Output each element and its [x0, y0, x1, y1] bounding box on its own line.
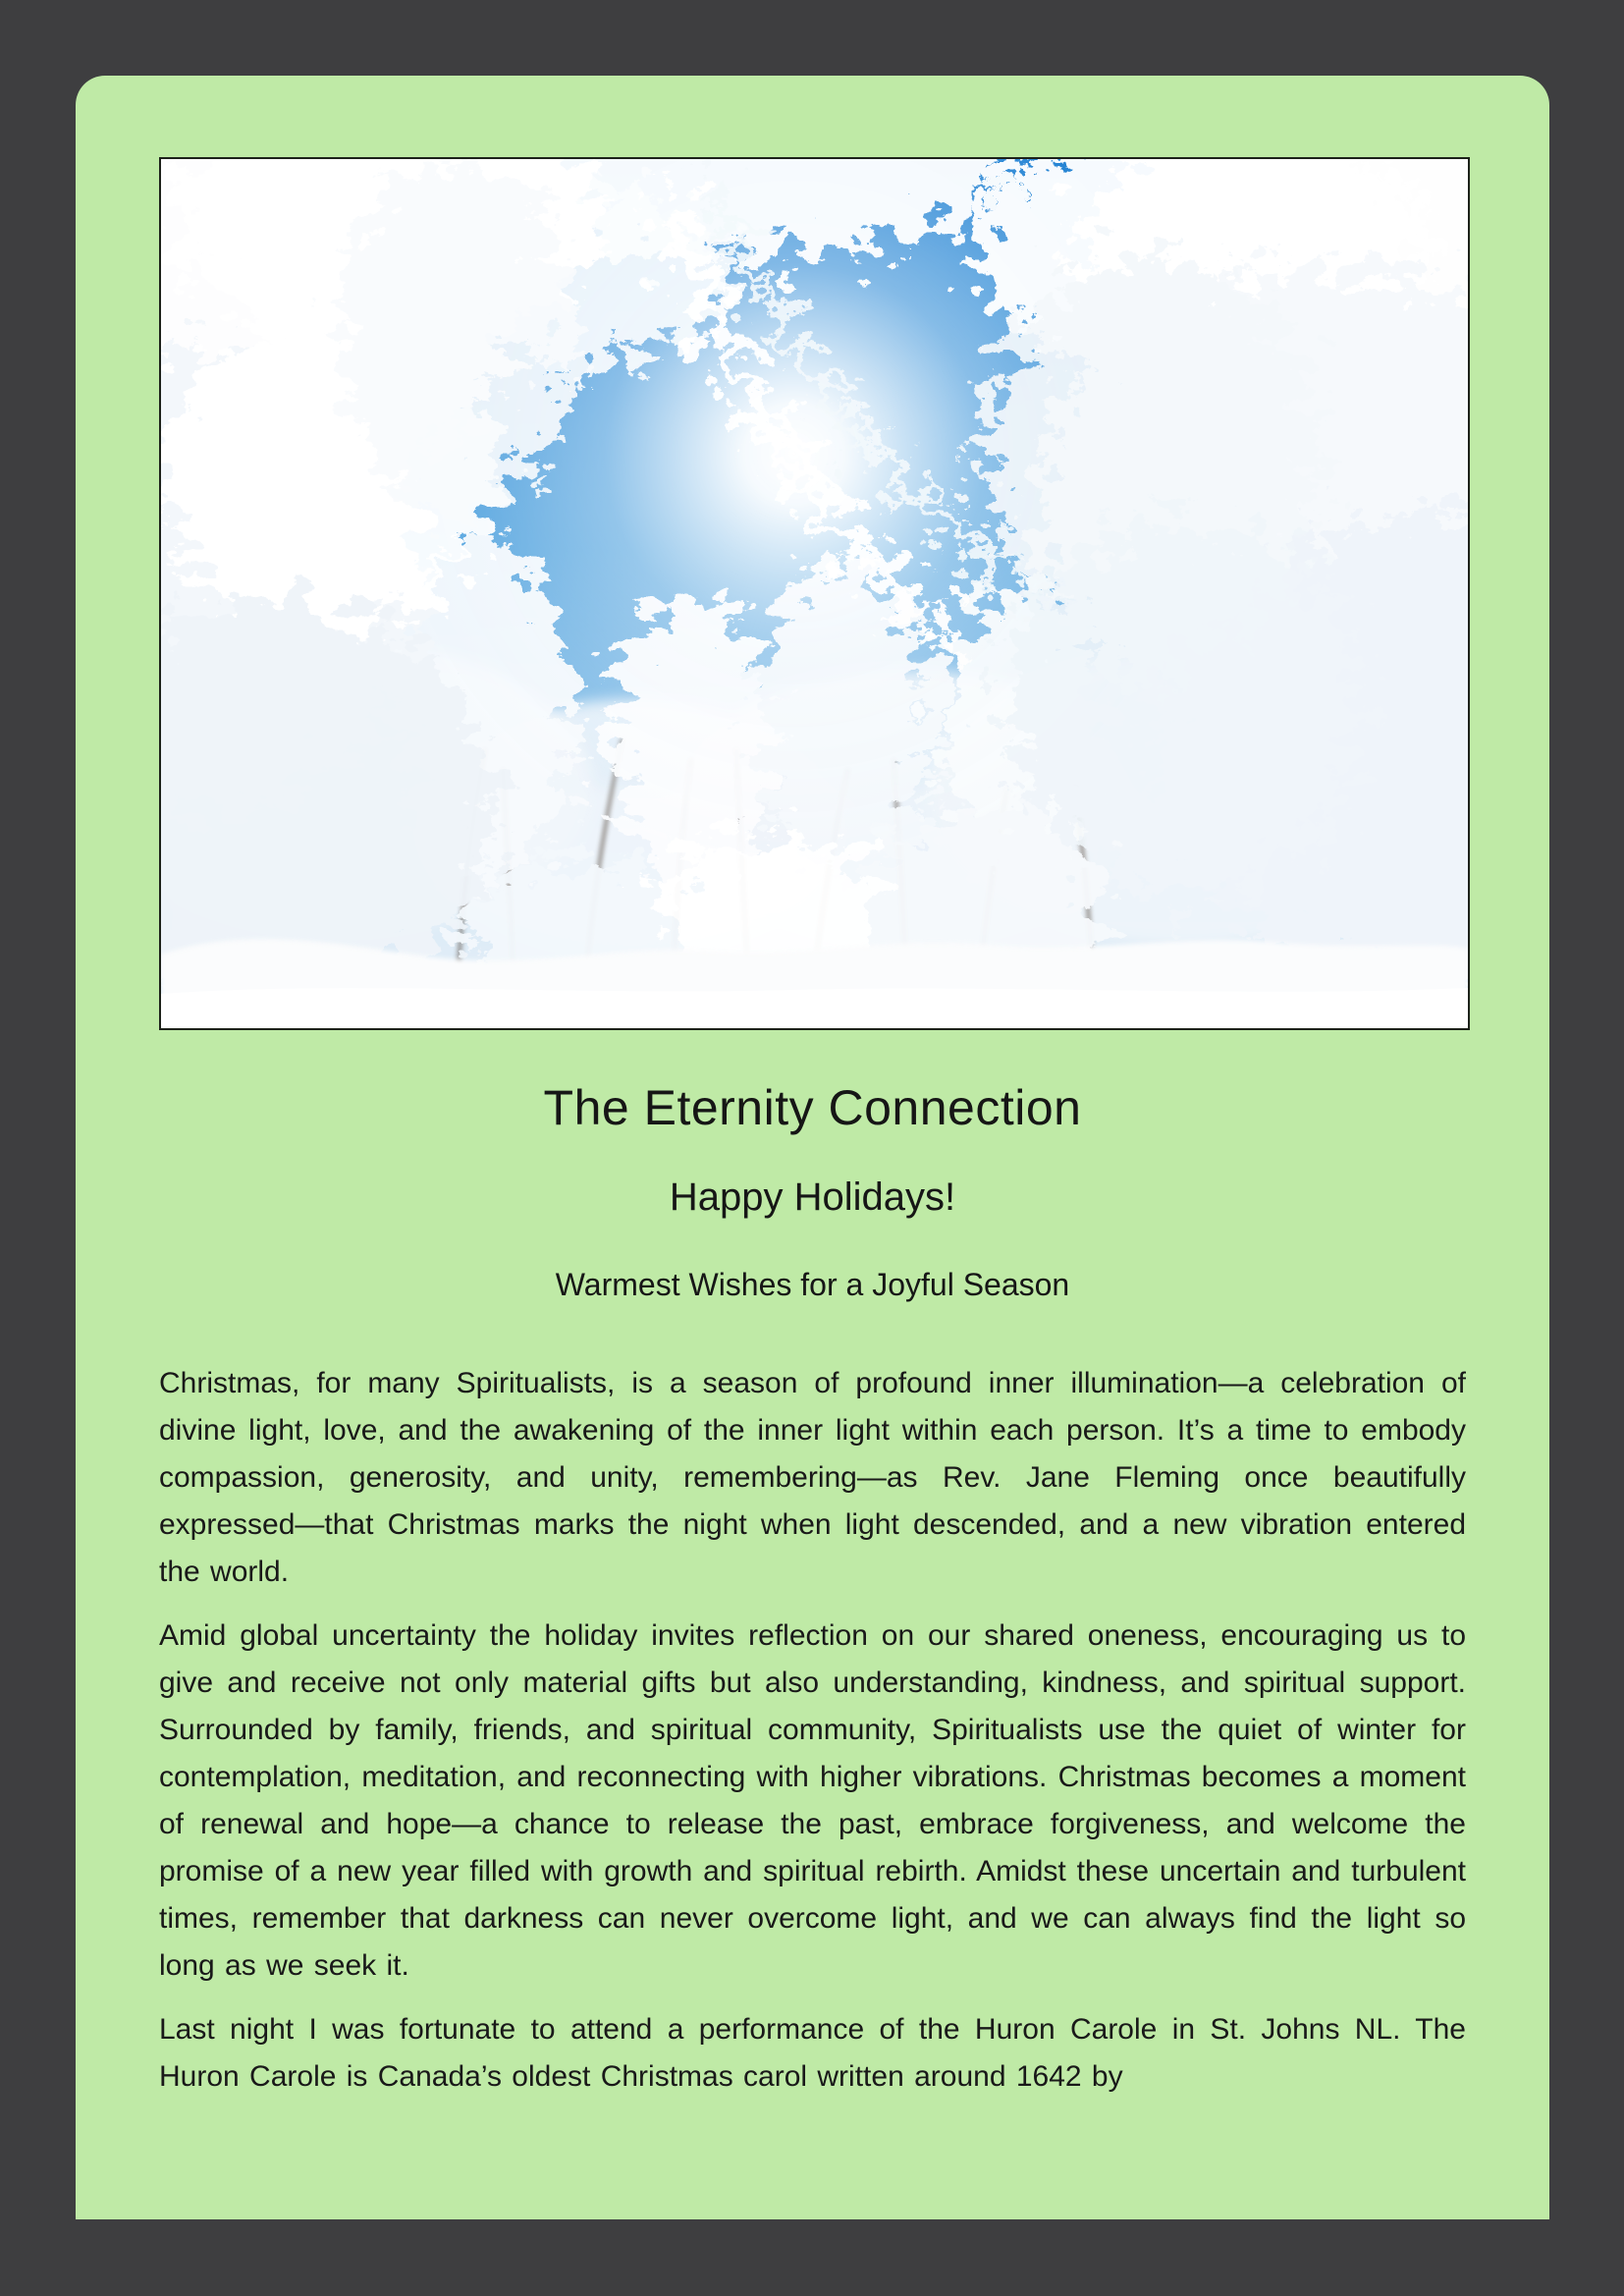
winter-photo	[159, 157, 1470, 1030]
paragraph-global-uncertainty: Amid global uncertainty the holiday invites reflection on our shared oneness, encouraging us to give and receive not only material gifts but also understanding, kindness, and spiritual support. Surrounded by family, friends, and spiritual community, Spiritualists use the quiet of winter for contemplation, meditation, and reconnecting with higher vibrations. Christmas becomes a moment of renewal and hope—a chance to release the past, embrace forgiveness, and welcome the promise of a new year filled with growth and spiritual rebirth. Amidst these uncertain and turbulent times, remember that darkness can never overcome light, and we can always find the light so long as we seek it.	[159, 1619, 1466, 1982]
greeting-heading: Happy Holidays!	[669, 1175, 956, 1219]
frosted-winter-trees-illustration	[161, 159, 1468, 1028]
newsletter-title: The Eternity Connection	[543, 1080, 1082, 1135]
paragraph-christmas-illumination: Christmas, for many Spiritualists, is a season of profound inner illumination—a celebration of divine light, love, and the awakening of the inner light within each person. It’s a time to embody compassion, generosity, and unity, remembering—as Rev. Jane Fleming once beautifully expressed—that Christmas marks the night when light descended, and a new vibration entered the world.	[159, 1367, 1466, 1588]
article-body	[159, 1360, 1466, 2101]
newsletter-card	[76, 76, 1549, 2219]
snow-ground	[161, 939, 1468, 1028]
subtitle-heading: Warmest Wishes for a Joyful Season	[555, 1267, 1070, 1302]
paragraph-huron-carole: Last night I was fortunate to attend a performance of the Huron Carole in St. Johns NL. The Huron Carole is Canada’s oldest Christmas carol written around 1642 by	[159, 2013, 1466, 2093]
